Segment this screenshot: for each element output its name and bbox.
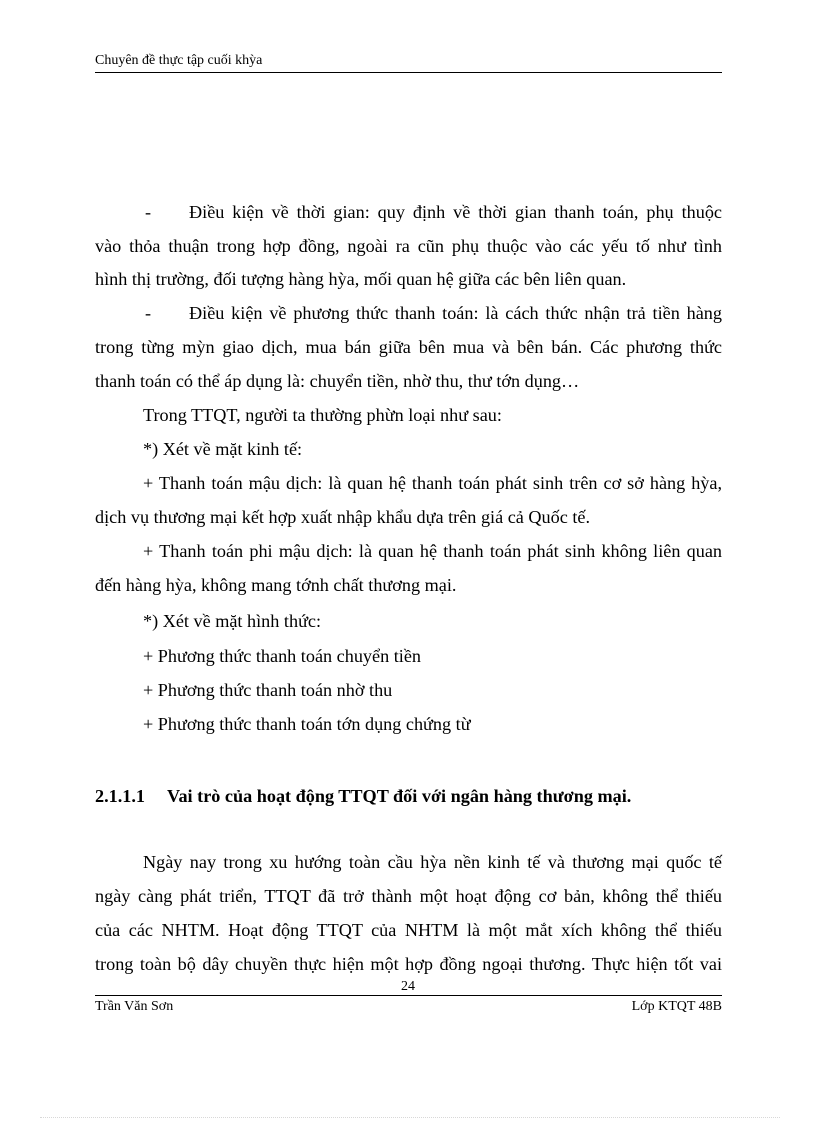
paragraph-line: Ngày nay trong xu hướng toàn cầu hỳa nền kinh tế và thương mại quốc tế [143, 852, 722, 872]
section-number: 2.1.1.1 [95, 786, 146, 806]
paragraph-line: *) Xét về mặt hình thức: [143, 611, 322, 631]
paragraph-line: của các NHTM. Hoạt động TTQT của NHTM là một mắt xích không thể thiếu [95, 920, 722, 940]
paragraph-line: hình thị trường, đối tượng hàng hỳa, mối quan hệ giữa các bên liên quan. [95, 269, 627, 289]
paragraph-line: *) Xét về mặt kinh tế: [143, 439, 303, 459]
bullet-marker: - [145, 303, 152, 323]
paragraph-text: Điều kiện về thời gian: quy định về thời gian thanh toán, phụ thuộc [189, 202, 722, 222]
header-title: Chuyên đề thực tập cuối khỳa [95, 53, 263, 68]
paragraph-text: Điều kiện về phương thức thanh toán: là cách thức nhận trả tiền hàng [189, 303, 722, 323]
page-number: 24 [401, 979, 415, 994]
paragraph-line: + Phương thức thanh toán tớn dụng chứng từ [143, 714, 471, 734]
paragraph-line [95, 302, 722, 324]
paragraph-line [95, 201, 722, 223]
page-header [95, 50, 722, 73]
paragraph-line: ngày càng phát triển, TTQT đã trở thành một hoạt động cơ bản, không thể thiếu [95, 886, 722, 906]
paragraph-line: trong từng mỳn giao dịch, mua bán giữa bên mua và bên bán. Các phương thức [95, 337, 722, 357]
paragraph-line: Trong TTQT, người ta thường phừn loại như sau: [143, 405, 502, 425]
paragraph-line: đến hàng hỳa, không mang tớnh chất thương mại. [95, 575, 457, 595]
section-title: Vai trò của hoạt động TTQT đối với ngân hàng thương mại. [167, 786, 632, 806]
paragraph-line: + Phương thức thanh toán nhờ thu [143, 680, 393, 700]
bullet-marker: - [145, 202, 152, 222]
footer-author: Trần Văn Sơn [95, 999, 174, 1014]
paragraph-line: dịch vụ thương mại kết hợp xuất nhập khẩu dựa trên giá cả Quốc tế. [95, 507, 591, 527]
paragraph-line: + Thanh toán phi mậu dịch: là quan hệ thanh toán phát sinh không liên quan [143, 541, 722, 561]
page-bottom-divider [40, 1117, 780, 1118]
paragraph-line: vào thỏa thuận trong hợp đồng, ngoài ra cũn phụ thuộc vào các yếu tố như tình [95, 236, 722, 256]
paragraph-line: + Thanh toán mậu dịch: là quan hệ thanh toán phát sinh trên cơ sở hàng hỳa, [143, 473, 722, 493]
paragraph-line: + Phương thức thanh toán chuyển tiền [143, 646, 421, 666]
paragraph-line: trong toàn bộ dây chuyền thực hiện một hợp đồng ngoại thương. Thực hiện tốt vai [95, 954, 722, 974]
paragraph-line: thanh toán có thể áp dụng là: chuyển tiền, nhờ thu, thư tớn dụng… [95, 371, 580, 391]
footer-class: Lớp KTQT 48B [631, 999, 722, 1014]
page-footer [95, 995, 722, 1018]
